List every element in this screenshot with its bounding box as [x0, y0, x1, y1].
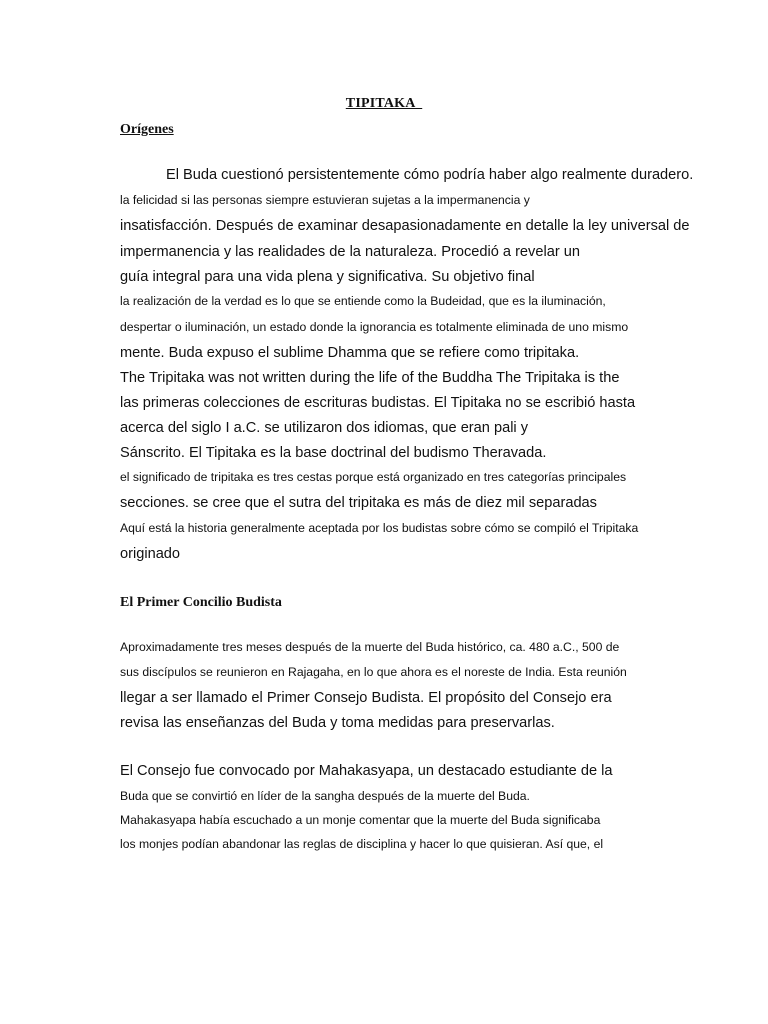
- paragraph-line: impermanencia y las realidades de la naturaleza. Procedió a revelar un: [120, 244, 580, 260]
- paragraph-line: Sánscrito. El Tipitaka es la base doctrinal del budismo Theravada.: [120, 445, 547, 461]
- paragraph-line: insatisfacción. Después de examinar desapasionadamente en detalle la ley universal de: [120, 218, 690, 234]
- paragraph-line: las primeras colecciones de escrituras budistas. El Tipitaka no se escribió hasta: [120, 395, 636, 411]
- paragraph-line: guía integral para una vida plena y significativa. Su objetivo final: [120, 269, 535, 285]
- paragraph-line: llegar a ser llamado el Primer Consejo Budista. El propósito del Consejo era: [120, 690, 612, 706]
- paragraph-line: el significado de tripitaka es tres cestas porque está organizado en tres categorías principales: [120, 470, 627, 484]
- section-heading-primer-concilio: El Primer Concilio Budista: [120, 595, 282, 610]
- paragraph-line: Buda que se convirtió en líder de la sangha después de la muerte del Buda.: [120, 789, 530, 803]
- paragraph-line: Aproximadamente tres meses después de la muerte del Buda histórico, ca. 480 a.C., 500 de: [120, 640, 620, 654]
- paragraph-line: originado: [120, 546, 181, 562]
- paragraph-line: secciones. se cree que el sutra del tripitaka es más de diez mil separadas: [120, 495, 597, 511]
- paragraph-line: El Buda cuestionó persistentemente cómo podría haber algo realmente duradero.: [166, 167, 694, 183]
- paragraph-line: revisa las enseñanzas del Buda y toma medidas para preservarlas.: [120, 715, 555, 731]
- paragraph-line: acerca del siglo I a.C. se utilizaron dos idiomas, que eran pali y: [120, 420, 529, 436]
- paragraph-line: los monjes podían abandonar las reglas de disciplina y hacer lo que quisieran. Así que, el: [120, 837, 604, 851]
- paragraph-line: mente. Buda expuso el sublime Dhamma que se refiere como tripitaka.: [120, 345, 580, 361]
- paragraph-line: Mahakasyapa había escuchado a un monje comentar que la muerte del Buda significaba: [120, 813, 601, 827]
- paragraph-line: sus discípulos se reunieron en Rajagaha, en lo que ahora es el noreste de India. Esta reunión: [120, 665, 627, 679]
- paragraph-line: The Tripitaka was not written during the life of the Buddha The Tripitaka is the: [120, 370, 620, 386]
- paragraph-line: El Consejo fue convocado por Mahakasyapa, un destacado estudiante de la: [120, 763, 613, 779]
- paragraph-line: Aquí está la historia generalmente aceptada por los budistas sobre cómo se compiló el Tripitaka: [120, 521, 639, 535]
- document-title: TIPITAKA: [345, 96, 423, 111]
- paragraph-line: despertar o iluminación, un estado donde la ignorancia es totalmente eliminada de uno mismo: [120, 320, 629, 334]
- paragraph-line: la felicidad si las personas siempre estuvieran sujetas a la impermanencia y: [120, 193, 530, 207]
- paragraph-line: la realización de la verdad es lo que se entiende como la Budeidad, que es la iluminación,: [120, 294, 606, 308]
- section-heading-origenes: Orígenes: [120, 122, 174, 137]
